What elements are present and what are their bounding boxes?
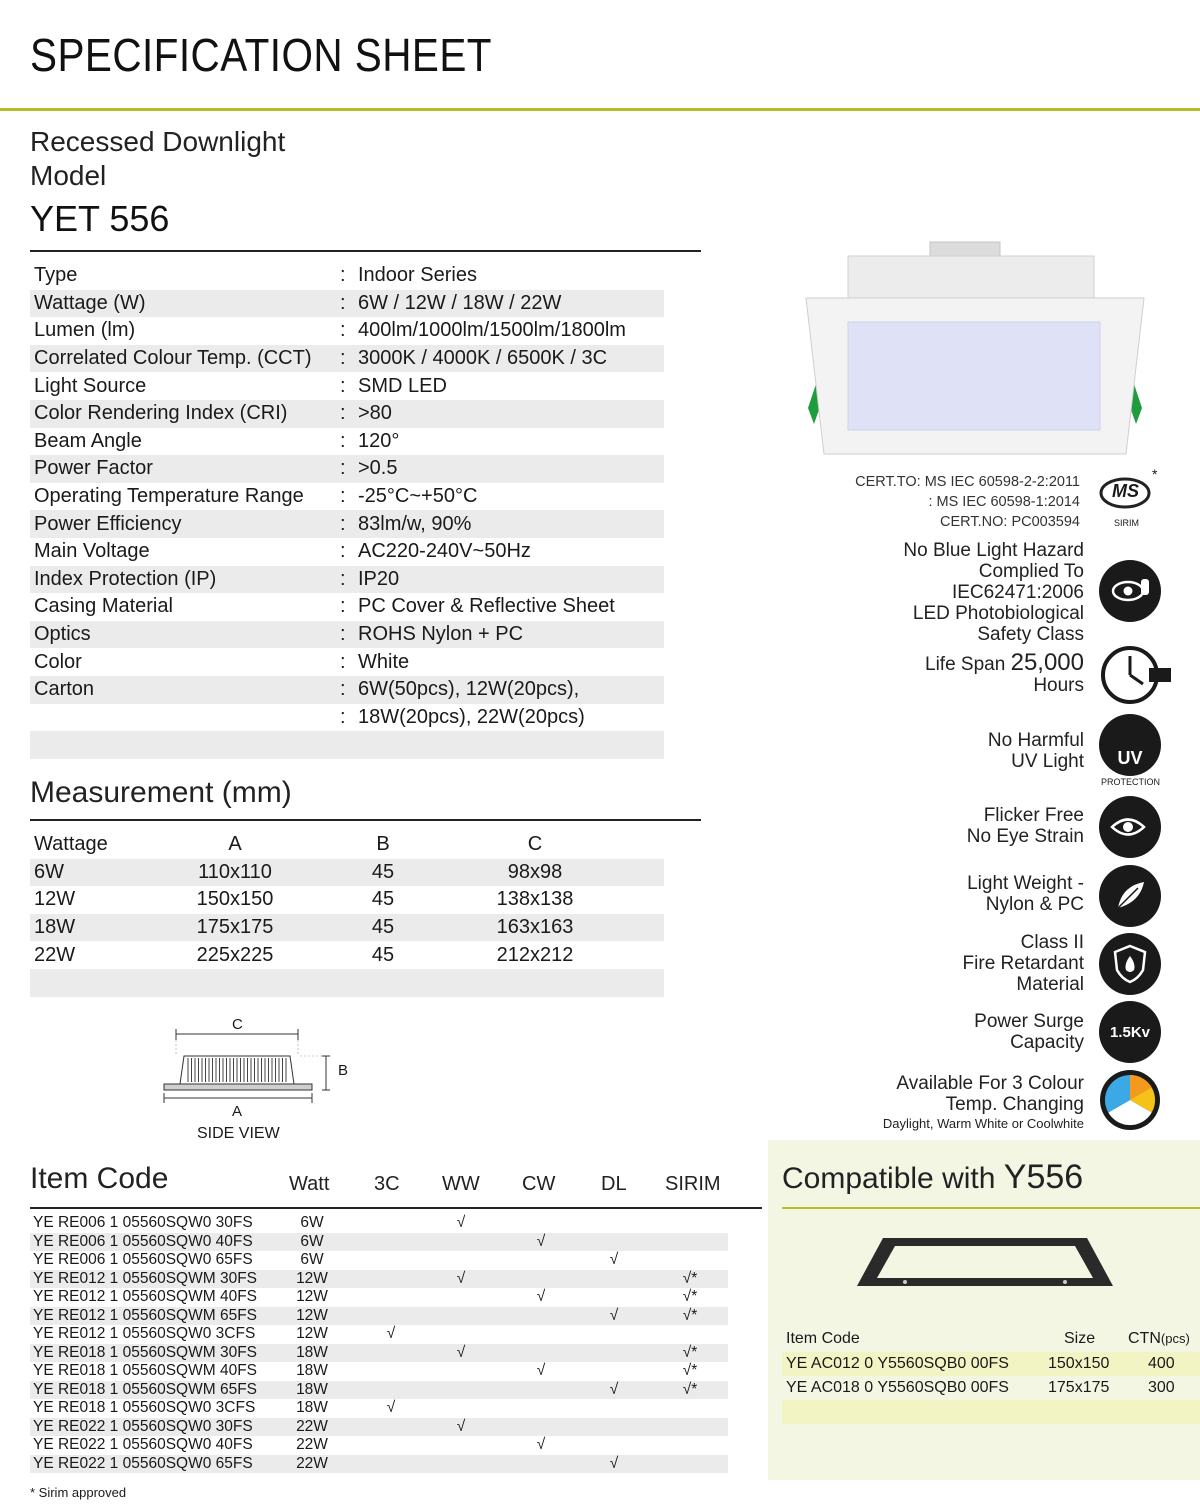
feature-line: LED Photobiological (912, 603, 1084, 624)
measurement-cell: 45 (371, 888, 395, 911)
item-watt: 22W (296, 1436, 328, 1454)
compatible-title (782, 1158, 1083, 1197)
spec-value: White (358, 650, 410, 673)
item-code: YE RE006 1 05560SQW0 30FS (33, 1214, 253, 1232)
spec-value: >0.5 (358, 457, 398, 480)
feature-line: Safety Class (977, 624, 1084, 645)
spec-row (30, 290, 664, 318)
compatible-model: Y556 (1003, 1158, 1084, 1196)
compat-cell: 400 (1148, 1355, 1175, 1372)
spec-label: Casing Material (34, 595, 173, 618)
sirim-logo-sub: SIRIM (1114, 518, 1140, 528)
measurement-cell: 163x163 (496, 916, 574, 939)
spec-colon: : (340, 347, 346, 370)
spec-label: Lumen (lm) (34, 319, 136, 342)
spec-row (30, 317, 664, 345)
product-image (800, 240, 1150, 460)
spec-label: Index Protection (IP) (34, 567, 217, 590)
spec-row (30, 593, 664, 621)
cert-line-2: : MS IEC 60598-1:2014 (928, 494, 1080, 510)
sirim-logo (1094, 468, 1160, 532)
uv-icon-text: UV (1117, 747, 1143, 768)
header-3c: 3C (374, 1173, 400, 1195)
spec-label: Color (34, 650, 82, 673)
item-code: YE RE018 1 05560SQW0 3CFS (33, 1399, 256, 1417)
model-label: Model (30, 160, 107, 191)
spec-row (30, 676, 664, 704)
spec-label: Light Source (34, 374, 147, 397)
item-code: YE RE012 1 05560SQW0 3CFS (33, 1325, 256, 1343)
item-dl-mark: √ (609, 1251, 619, 1269)
item-row (30, 1233, 728, 1252)
spec-colon: : (340, 567, 346, 590)
spec-value: 120° (358, 429, 400, 452)
item-watt: 18W (296, 1380, 328, 1398)
spec-value: -25°C~+50°C (358, 485, 478, 508)
feature-fire-retardant (830, 932, 1084, 995)
item-code: YE RE022 1 05560SQW0 40FS (33, 1436, 253, 1454)
measurement-divider (30, 819, 701, 821)
measurement-header: B (376, 833, 390, 856)
colour-temp-icon (1099, 1069, 1161, 1131)
dimension-c-label: C (232, 1016, 243, 1033)
measurement-header: Wattage (34, 833, 108, 856)
item-watt: 22W (296, 1417, 328, 1435)
item-watt: 18W (296, 1362, 328, 1380)
spec-row (30, 566, 664, 594)
item-row (30, 1288, 728, 1307)
item-watt: 12W (296, 1306, 328, 1324)
feature-line: Nylon & PC (985, 894, 1084, 915)
spec-value: 6W / 12W / 18W / 22W (358, 291, 562, 314)
spec-colon: : (340, 540, 346, 563)
feature-line: Power Surge (974, 1011, 1084, 1032)
measurement-title: Measurement (mm) (30, 776, 292, 809)
spec-row (30, 510, 664, 538)
logo-asterisk: * (1152, 466, 1158, 482)
certification-block (780, 472, 1080, 532)
spec-value: 400lm/1000lm/1500lm/1800lm (358, 319, 626, 342)
item-row (30, 1214, 728, 1233)
spec-label: Type (34, 264, 78, 287)
header-divider (0, 108, 1200, 111)
item-watt: 12W (296, 1269, 328, 1287)
uv-protection-label: PROTECTION (1101, 777, 1161, 787)
item-watt: 6W (300, 1251, 324, 1269)
measurement-table (30, 831, 664, 997)
side-view-caption: SIDE VIEW (197, 1125, 280, 1142)
spec-value: 18W(20pcs), 22W(20pcs) (358, 705, 585, 728)
feature-line: Material (1016, 974, 1084, 995)
spec-row (30, 483, 664, 511)
item-sirim-mark: √* (682, 1306, 698, 1324)
page-title: SPECIFICATION SHEET (30, 29, 492, 81)
item-ww-mark: √ (456, 1343, 466, 1361)
item-code: YE RE018 1 05560SQWM 30FS (33, 1343, 258, 1361)
spec-colon: : (340, 705, 346, 728)
measurement-cell: 45 (371, 916, 395, 939)
spec-colon: : (340, 457, 346, 480)
ms-logo-text: MS (1112, 481, 1139, 501)
item-watt: 6W (300, 1232, 324, 1250)
side-view-diagram (150, 1012, 370, 1152)
item-row (30, 1455, 728, 1474)
product-category: Recessed Downlight (30, 126, 286, 157)
feature-line: Flicker Free (983, 805, 1084, 826)
feature-line: Light Weight - (967, 873, 1084, 894)
measurement-cell: 225x225 (196, 943, 274, 966)
header-sirim: SIRIM (665, 1173, 721, 1195)
square-frame-illustration (855, 1230, 1115, 1300)
item-ww-mark: √ (456, 1417, 466, 1435)
feature-flicker (830, 805, 1084, 847)
spec-row (30, 538, 664, 566)
header-ww: WW (442, 1173, 480, 1195)
feature-line: Complied To (978, 561, 1084, 582)
item-row (30, 1270, 728, 1289)
item-ww-mark: √ (456, 1214, 466, 1232)
measurement-cell: 175x175 (196, 916, 274, 939)
item-code: YE RE022 1 05560SQW0 30FS (33, 1417, 253, 1435)
frame-accessory-image (855, 1230, 1115, 1300)
measurement-cell: 45 (371, 943, 395, 966)
feature-line: Available For 3 Colour (896, 1073, 1084, 1094)
item-row (30, 1325, 728, 1344)
measurement-row (30, 969, 664, 997)
spec-colon: : (340, 650, 346, 673)
spec-label: Optics (34, 623, 91, 646)
compat-row (782, 1352, 1200, 1376)
measurement-cell: 138x138 (496, 888, 574, 911)
downlight-illustration (800, 240, 1150, 460)
spec-colon: : (340, 512, 346, 535)
fire-shield-icon (1099, 933, 1161, 995)
measurement-cell: 45 (371, 860, 395, 883)
item-c3-mark: √ (386, 1325, 396, 1343)
feature-line: IEC62471:2006 (951, 582, 1084, 603)
lifespan-hours-value: 25,000 (1010, 649, 1084, 676)
item-code-divider (30, 1207, 762, 1209)
spec-value: 3000K / 4000K / 6500K / 3C (358, 347, 608, 370)
eye-safety-icon (1099, 560, 1161, 622)
compatible-divider (782, 1207, 1200, 1209)
spec-row (30, 262, 664, 290)
spec-label: Correlated Colour Temp. (CCT) (34, 347, 312, 370)
item-code: YE RE012 1 05560SQWM 40FS (33, 1288, 258, 1306)
feature-line: UV Light (1011, 751, 1084, 772)
feature-line: Capacity (1010, 1032, 1084, 1053)
dimension-a-label: A (232, 1103, 243, 1120)
spec-label: Operating Temperature Range (34, 485, 304, 508)
cert-line-1: CERT.TO: MS IEC 60598-2-2:2011 (855, 474, 1080, 490)
feature-line: Class II (1020, 932, 1084, 953)
header-cw: CW (522, 1173, 556, 1195)
feature-line: No Blue Light Hazard (903, 540, 1084, 561)
measurement-row (30, 941, 664, 969)
item-watt: 18W (296, 1399, 328, 1417)
clock-lifespan-icon (1099, 644, 1173, 706)
feature-line: Temp. Changing (945, 1094, 1084, 1115)
spec-label: Main Voltage (34, 540, 150, 563)
item-code: YE RE018 1 05560SQWM 40FS (33, 1362, 258, 1380)
feature-colour-temp (780, 1073, 1084, 1133)
spec-value: 6W(50pcs), 12W(20pcs), (358, 678, 580, 701)
compat-cell: 300 (1148, 1379, 1175, 1396)
item-code-table (30, 1214, 728, 1473)
measurement-row (30, 886, 664, 914)
compat-cell: 150x150 (1048, 1355, 1110, 1372)
item-row (30, 1381, 728, 1400)
item-row (30, 1251, 728, 1270)
spec-colon: : (340, 595, 346, 618)
compat-cell: YE AC018 0 Y5560SQB0 00FS (786, 1379, 1009, 1396)
feature-blue-light (830, 540, 1084, 645)
item-code: YE RE018 1 05560SQWM 65FS (33, 1380, 258, 1398)
item-watt: 12W (296, 1288, 328, 1306)
item-watt: 22W (296, 1454, 328, 1472)
measurement-cell: 212x212 (496, 943, 574, 966)
item-code: YE RE012 1 05560SQWM 65FS (33, 1306, 258, 1324)
spec-label: Wattage (W) (34, 291, 146, 314)
measurement-row (30, 859, 664, 887)
spec-row (30, 704, 664, 732)
measurement-cell: 110x110 (198, 860, 272, 883)
spec-value: 83lm/w, 90% (358, 512, 472, 535)
measurement-header: C (527, 833, 543, 856)
item-watt: 12W (296, 1325, 328, 1343)
item-dl-mark: √ (609, 1306, 619, 1324)
item-row (30, 1362, 728, 1381)
measurement-header: A (228, 833, 242, 856)
uv-protection-icon (1099, 714, 1161, 776)
item-row (30, 1418, 728, 1437)
spec-row (30, 731, 664, 759)
measurement-cell: 98x98 (507, 860, 563, 883)
item-sirim-mark: √* (682, 1362, 698, 1380)
feature-line: Hours (1033, 675, 1084, 696)
compat-row (782, 1376, 1200, 1400)
item-sirim-mark: √* (682, 1343, 698, 1361)
sirim-footnote: * Sirim approved (30, 1485, 127, 1500)
compat-cell: YE AC012 0 Y5560SQB0 00FS (786, 1355, 1009, 1372)
spec-colon: : (340, 319, 346, 342)
model-divider (30, 250, 701, 252)
compat-row (782, 1400, 1200, 1424)
dimension-b-label: B (338, 1062, 349, 1079)
feature-line: No Harmful (987, 730, 1084, 751)
spec-row (30, 648, 664, 676)
item-row (30, 1399, 728, 1418)
header-watt: Watt (289, 1173, 330, 1195)
feature-lightweight (830, 873, 1084, 915)
compat-header-ctn: CTN(pcs) (1128, 1330, 1190, 1347)
spec-label: Power Efficiency (34, 512, 182, 535)
item-code: YE RE006 1 05560SQW0 65FS (33, 1251, 253, 1269)
item-row (30, 1436, 728, 1455)
item-ww-mark: √ (456, 1269, 466, 1287)
model-number: YET 556 (30, 198, 170, 239)
item-cw-mark: √ (536, 1362, 546, 1380)
item-sirim-mark: √* (682, 1380, 698, 1398)
spec-label: Beam Angle (34, 429, 142, 452)
item-code: YE RE012 1 05560SQWM 30FS (33, 1269, 258, 1287)
spec-value: AC220-240V~50Hz (358, 540, 531, 563)
item-cw-mark: √ (536, 1288, 546, 1306)
item-dl-mark: √ (609, 1454, 619, 1472)
spec-colon: : (340, 623, 346, 646)
spec-row (30, 621, 664, 649)
item-code: YE RE006 1 05560SQW0 40FS (33, 1232, 253, 1250)
spec-value: >80 (358, 402, 392, 425)
spec-colon: : (340, 291, 346, 314)
feature-power-surge (830, 1011, 1084, 1053)
spec-colon: : (340, 374, 346, 397)
item-code-title: Item Code (30, 1162, 169, 1195)
spec-colon: : (340, 429, 346, 452)
item-c3-mark: √ (386, 1399, 396, 1417)
spec-row (30, 400, 664, 428)
compatible-prefix: Compatible with (782, 1162, 1004, 1195)
spec-value: IP20 (358, 567, 400, 590)
spec-value: SMD LED (358, 374, 447, 397)
compat-header-code: Item Code (786, 1330, 860, 1347)
spec-colon: : (340, 485, 346, 508)
spec-colon: : (340, 264, 346, 287)
spec-row (30, 372, 664, 400)
measurement-cell: 18W (34, 916, 76, 939)
spec-row (30, 455, 664, 483)
feather-lightweight-icon (1099, 865, 1161, 927)
measurement-row (30, 914, 664, 942)
item-code: YE RE022 1 05560SQW0 65FS (33, 1454, 253, 1472)
feature-line: Fire Retardant (962, 953, 1084, 974)
power-surge-icon (1099, 1001, 1161, 1063)
spec-label: Carton (34, 678, 95, 701)
measurement-cell: 6W (34, 860, 64, 883)
measurement-header-row (30, 831, 664, 859)
feature-line: No Eye Strain (966, 826, 1084, 847)
spec-row (30, 345, 664, 373)
cert-line-3: CERT.NO: PC003594 (940, 514, 1080, 530)
compat-cell: 175x175 (1048, 1379, 1110, 1396)
item-sirim-mark: √* (682, 1288, 698, 1306)
spec-value: ROHS Nylon + PC (358, 623, 524, 646)
surge-icon-text: 1.5Kv (1109, 1023, 1151, 1041)
measurement-cell: 150x150 (196, 888, 274, 911)
spec-colon: : (340, 678, 346, 701)
item-sirim-mark: √* (682, 1269, 698, 1287)
spec-row (30, 428, 664, 456)
lifespan-prefix: Life Span (925, 654, 1011, 675)
item-watt: 18W (296, 1343, 328, 1361)
header-dl: DL (601, 1173, 627, 1195)
item-watt: 6W (300, 1214, 324, 1232)
spec-table (30, 262, 664, 759)
item-row (30, 1344, 728, 1363)
spec-label: Color Rendering Index (CRI) (34, 402, 288, 425)
measurement-cell: 22W (34, 943, 76, 966)
spec-value: PC Cover & Reflective Sheet (358, 595, 615, 618)
feature-uv (830, 730, 1084, 772)
item-cw-mark: √ (536, 1232, 546, 1250)
feature-life-span (830, 649, 1084, 696)
item-cw-mark: √ (536, 1436, 546, 1454)
item-row (30, 1307, 728, 1326)
item-dl-mark: √ (609, 1380, 619, 1398)
measurement-cell: 12W (34, 888, 76, 911)
flicker-free-eye-icon (1099, 796, 1161, 858)
feature-small-note: Daylight, Warm White or Coolwhite (882, 1116, 1084, 1131)
spec-value: Indoor Series (358, 264, 477, 287)
spec-colon: : (340, 402, 346, 425)
compat-header-size: Size (1064, 1330, 1096, 1347)
spec-label: Power Factor (34, 457, 153, 480)
